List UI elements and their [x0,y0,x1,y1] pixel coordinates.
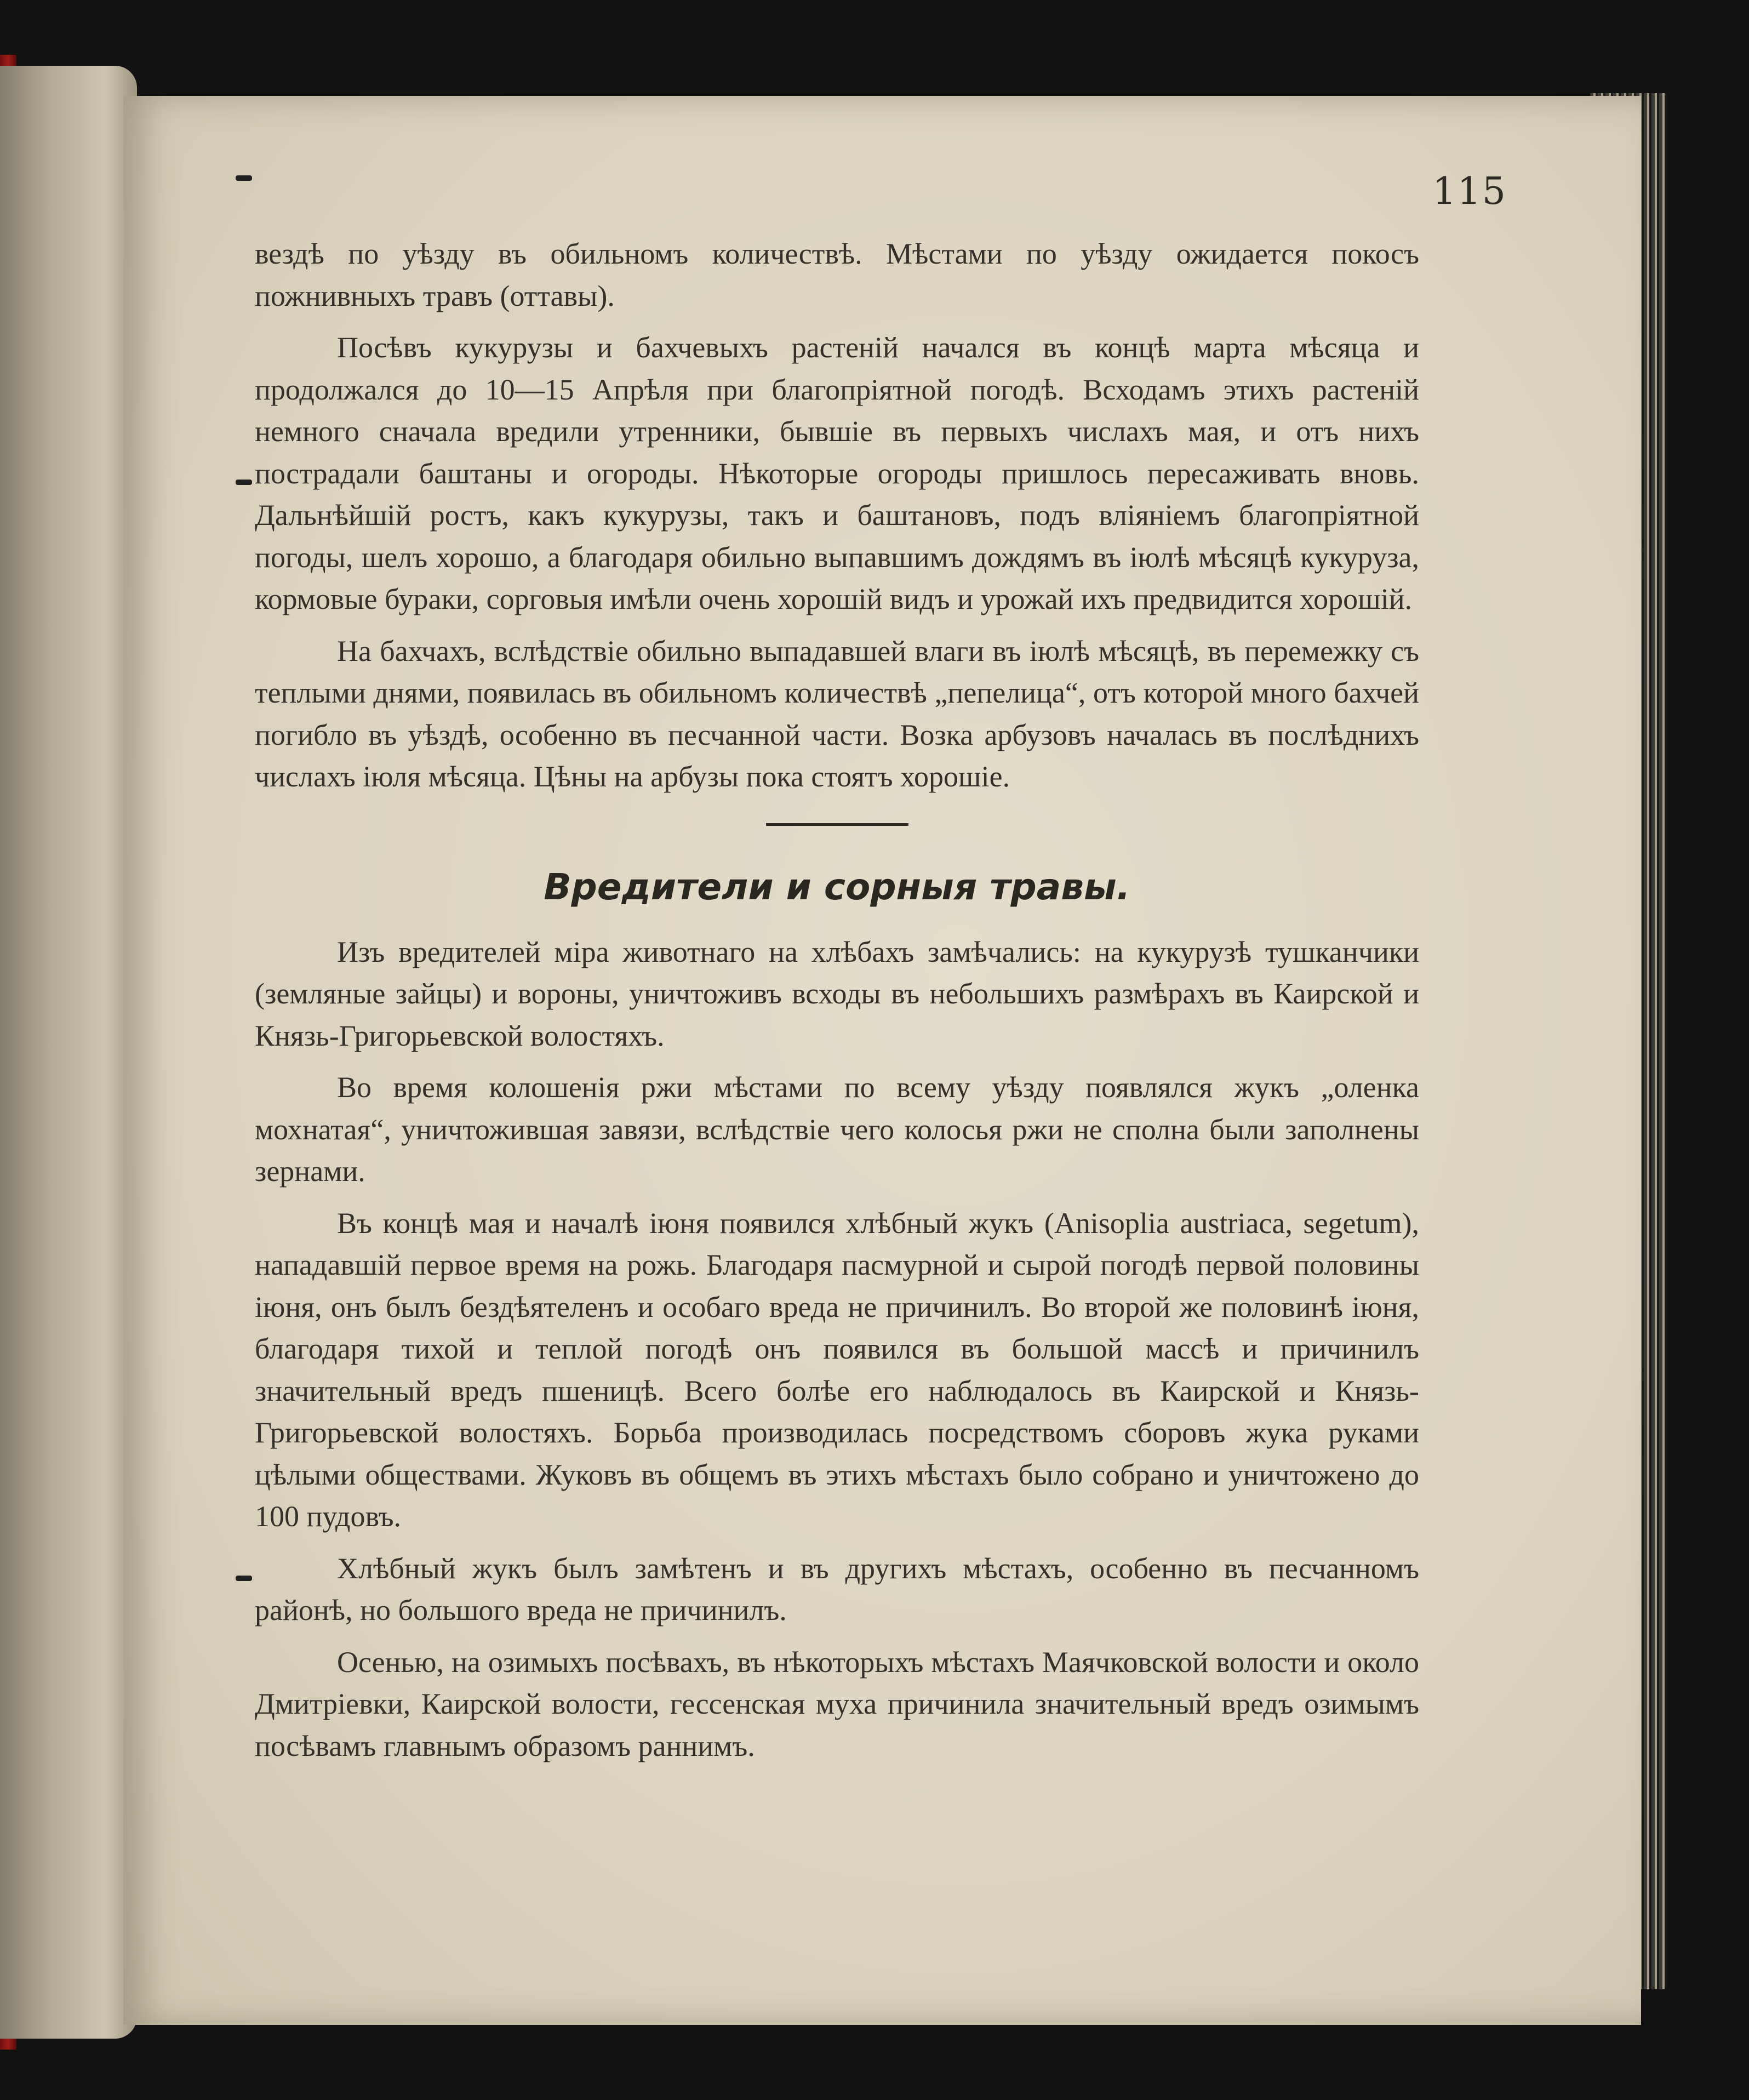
paragraph: Осенью, на озимыхъ посѣвахъ, въ нѣкоторыхъ мѣстахъ Маячковской волости и около Дмитріевки, Каирской волости, гессенская муха причинила значительный вредъ озимымъ посѣвамъ главнымъ образомъ раннимъ. [255,1645,1419,1762]
paragraph: Въ концѣ мая и началѣ іюня появился хлѣбный жукъ (Anisoplia austriaca, segetum), нападавшій первое время на рожь. Благодаря пасмурной и сырой погодѣ первой половины іюня, онъ былъ бездѣятеленъ и особаго вреда не причинилъ. Во второй же половинѣ іюня, благодаря тихой и теплой погодѣ онъ появился въ большой массѣ и причинилъ значительный вредъ пшеницѣ. Всего болѣе его наблюдалось въ Каирской и Князь-Григорьевской волостяхъ. Борьба производилась посредствомъ сборовъ жука руками цѣлыми обществами. Жуковъ въ общемъ въ этихъ мѣстахъ было собрано и уничтожено до 100 пудовъ. [255,1206,1419,1533]
binding-thread [236,1576,252,1581]
binding-thread [236,175,252,181]
page-body [255,233,1419,1777]
book-page [123,96,1641,2025]
facing-page-edge [0,66,137,2039]
paragraph: вездѣ по уѣзду въ обильномъ количествѣ. Мѣстами по уѣзду ожидается покосъ пожнивныхъ травъ (оттавы). [255,237,1419,312]
binding-thread [236,480,252,485]
paragraph: Во время колошенія ржи мѣстами по всему уѣзду появлялся жукъ „оленка мохнатая“, уничтожившая завязи, вслѣдствіе чего колосья ржи не сполна были заполнены зернами. [255,1071,1419,1188]
paragraph: На бахчахъ, вслѣдствіе обильно выпадавшей влаги въ іюлѣ мѣсяцѣ, въ перемежку съ теплыми днями, появилась въ обильномъ количествѣ „пепелица“, отъ которой много бахчей погибло въ уѣздѣ, особенно въ песчанной части. Возка арбузовъ началась въ послѣднихъ числахъ іюля мѣсяца. Цѣны на арбузы пока стоятъ хорошіе. [255,634,1419,793]
section-divider [766,823,908,826]
page-number: 115 [1432,170,1507,213]
paragraph: Посѣвъ кукурузы и бахчевыхъ растеній начался въ концѣ марта мѣсяца и продолжался до 10—15 Апрѣля при благопріятной погодѣ. Всходамъ этихъ растеній немного сначала вредили утренники, бывшіе въ первыхъ числахъ мая, и отъ нихъ пострадали баштаны и огороды. Нѣкоторые огороды пришлось пересаживать вновь. Дальнѣйшій ростъ, какъ кукурузы, такъ и баштановъ, подъ вліяніемъ благопріятной погоды, шелъ хорошо, а благодаря обильно выпавшимъ дождямъ въ іюлѣ мѣсяцѣ кукуруза, кормовые бураки, сорговыя имѣли очень хорошій видъ и урожай ихъ предвидится хорошій. [255,331,1419,615]
paragraph: Изъ вредителей міра животнаго на хлѣбахъ замѣчались: на кукурузѣ тушканчики (земляные зайцы) и вороны, уничтоживъ всходы въ небольшихъ размѣрахъ въ Каирской и Князь-Григорьевской волостяхъ. [255,935,1419,1052]
paragraph: Хлѣбный жукъ былъ замѣтенъ и въ другихъ мѣстахъ, особенно въ песчанномъ районѣ, но большого вреда не причинилъ. [255,1551,1419,1627]
section-heading: Вредители и сорныя травы. [544,865,1130,908]
